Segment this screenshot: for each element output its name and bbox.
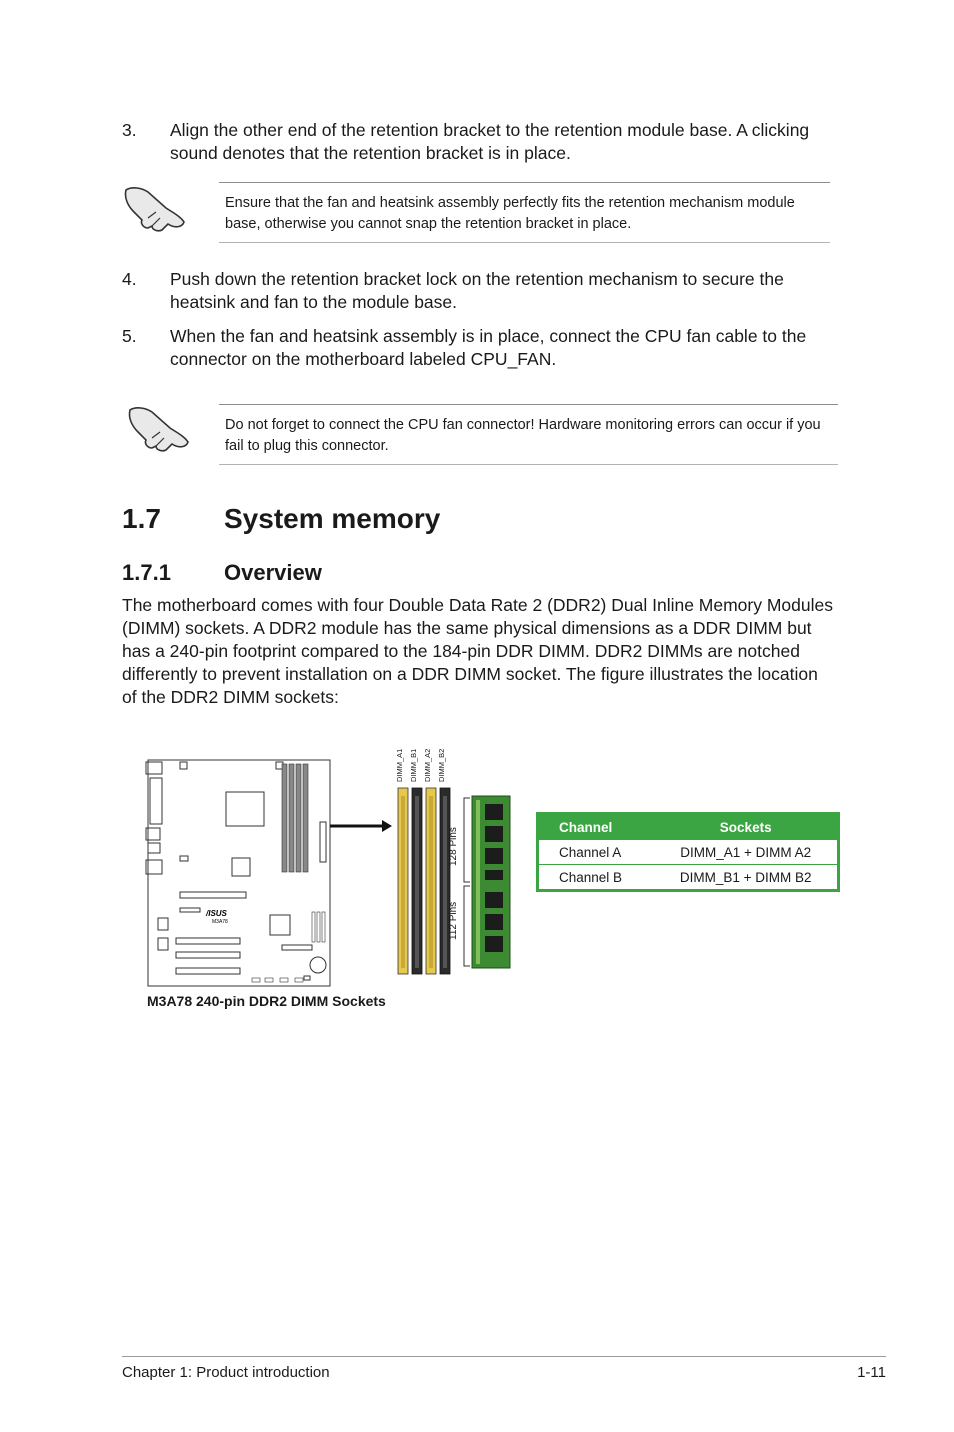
subsection-title: Overview [224, 560, 322, 585]
ddr2-memory-module [472, 796, 510, 968]
pin-label-112: 112 Pins [448, 901, 459, 940]
footer-divider [122, 1356, 886, 1357]
figure-caption: M3A78 240-pin DDR2 DIMM Sockets [147, 993, 386, 1009]
subsection-number: 1.7.1 [122, 560, 171, 585]
note-text: Do not forget to connect the CPU fan connector! Hardware monitoring errors can occur if you fail to plug this connector. [225, 417, 821, 454]
sockets-cell: DIMM_A1 + DIMM A2 [654, 840, 838, 865]
section-number: 1.7 [122, 503, 161, 534]
section-title: System memory [224, 503, 441, 534]
pointer-arrow-head [382, 820, 392, 832]
table-header-row [538, 814, 839, 840]
note-box-1 [219, 182, 830, 243]
section-heading [122, 503, 440, 535]
note-box-2 [219, 404, 838, 465]
socket-label-a2: DIMM_A2 [423, 748, 432, 782]
hand-pointing-icon [122, 182, 188, 234]
board-model: M3A78 [212, 919, 228, 925]
dimm-socket-b1 [412, 788, 422, 974]
step-text: When the fan and heatsink assembly is in place, connect the CPU fan cable to the connector on the motherboard labeled CPU_FAN. [170, 326, 807, 369]
footer-chapter: Chapter 1: Product introduction [122, 1364, 330, 1381]
dimm-socket-a2 [426, 788, 436, 974]
footer-page-number: 1-11 [857, 1364, 886, 1381]
socket-label-a1: DIMM_A1 [395, 748, 404, 782]
note-text: Ensure that the fan and heatsink assembly perfectly fits the retention mechanism module base, otherwise you cannot snap the retention bracket in place. [225, 195, 795, 232]
column-header-channel: Channel [538, 814, 655, 840]
column-header-sockets: Sockets [654, 814, 838, 840]
dimm-socket-b2 [440, 788, 450, 974]
channel-cell: Channel B [538, 865, 655, 891]
hand-pointing-icon [126, 402, 192, 454]
step-number: 5. [122, 326, 137, 346]
subsection-heading [122, 560, 322, 586]
step-text: Push down the retention bracket lock on the retention mechanism to secure the heatsink and fan to the module base. [170, 269, 784, 312]
sockets-cell: DIMM_B1 + DIMM B2 [654, 865, 838, 891]
motherboard-diagram [146, 760, 330, 986]
board-logo: /ISUS [206, 909, 227, 918]
dimm-layout-figure [140, 740, 520, 990]
table-row [538, 840, 839, 865]
pin-label-128: 128 Pins [448, 827, 459, 866]
overview-paragraph: The motherboard comes with four Double Data Rate 2 (DDR2) Dual Inline Memory Modules (DIMM) sockets. A DDR2 module has the same physical dimensions as a DDR DIMM but has a 240-pin footprint compared to the 184-pin DDR DIMM. DDR2 DIMMs are notched differently to prevent installation on a DDR DIMM socket. The figure illustrates the location of the DDR2 DIMM sockets: [122, 595, 833, 707]
channel-table [536, 812, 840, 892]
step-number: 4. [122, 269, 137, 289]
dimm-socket-a1 [398, 788, 408, 974]
step-text: Align the other end of the retention bracket to the retention module base. A clicking sound denotes that the retention bracket is in place. [170, 120, 810, 163]
channel-cell: Channel A [538, 840, 655, 865]
table-row [538, 865, 839, 891]
step-number: 3. [122, 120, 137, 140]
socket-label-b2: DIMM_B2 [437, 748, 446, 782]
socket-label-b1: DIMM_B1 [409, 748, 418, 782]
